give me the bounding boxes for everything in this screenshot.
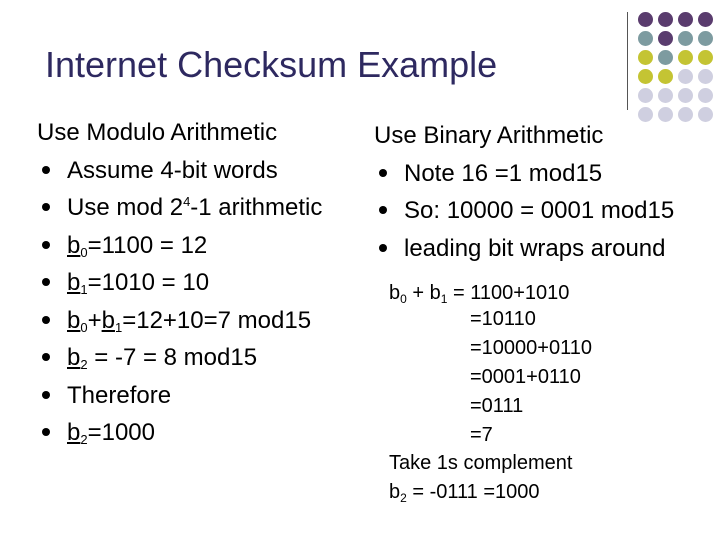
calc-line: =7 bbox=[470, 424, 493, 446]
right-item: Note 16 =1 mod15 bbox=[374, 155, 674, 193]
title-divider bbox=[627, 12, 628, 110]
calc-line: =0001+0110 bbox=[470, 366, 581, 388]
bullet-icon bbox=[42, 353, 50, 361]
decorative-dot bbox=[678, 12, 693, 27]
decorative-dot bbox=[678, 50, 693, 65]
bullet-icon bbox=[42, 203, 50, 211]
decorative-dot bbox=[658, 12, 673, 27]
decorative-dot bbox=[658, 31, 673, 46]
decorative-dot bbox=[698, 50, 713, 65]
calc-line: $b_2 = -0111 =1000$ bbox=[389, 481, 540, 505]
left-item: Assume 4-bit words bbox=[37, 152, 322, 190]
bullet-icon bbox=[42, 278, 50, 286]
decorative-dot bbox=[638, 12, 653, 27]
left-heading: Use Modulo Arithmetic bbox=[37, 119, 278, 146]
slide-title: Internet Checksum Example bbox=[45, 44, 498, 85]
decorative-dot bbox=[698, 69, 713, 84]
left-column bbox=[37, 114, 322, 452]
decorative-dot bbox=[698, 12, 713, 27]
decorative-dot bbox=[678, 69, 693, 84]
left-item: $b_2=1000$ bbox=[37, 414, 322, 452]
left-item: $b_0+b_1=12+10=7$ mod15 bbox=[37, 302, 322, 340]
right-item: leading bit wraps around bbox=[374, 230, 674, 268]
right-item: So: 10000 = 0001 mod15 bbox=[374, 192, 674, 230]
left-item: Therefore bbox=[37, 377, 322, 415]
decorative-dot bbox=[698, 88, 713, 103]
calc-line: =0111 bbox=[470, 395, 524, 417]
left-item: Use mod $2^4-1$ arithmetic bbox=[37, 189, 322, 227]
calc-line: =10110 bbox=[470, 308, 536, 330]
decorative-dot bbox=[658, 88, 673, 103]
bullet-icon bbox=[379, 244, 387, 252]
decorative-dot bbox=[678, 88, 693, 103]
left-item: $b_1=1010 = 10$ bbox=[37, 264, 322, 302]
decorative-dot bbox=[678, 31, 693, 46]
bullet-icon bbox=[42, 316, 50, 324]
left-item: $b_2 = -7 = 8$ mod15 bbox=[37, 339, 322, 377]
decorative-dot bbox=[638, 88, 653, 103]
calc-line: Take 1s complement bbox=[389, 452, 573, 474]
bullet-icon bbox=[42, 428, 50, 436]
right-column bbox=[374, 117, 674, 267]
right-heading: Use Binary Arithmetic bbox=[374, 122, 604, 149]
decorative-dot bbox=[658, 69, 673, 84]
bullet-icon bbox=[42, 241, 50, 249]
bullet-icon bbox=[42, 391, 50, 399]
decorative-dot bbox=[658, 50, 673, 65]
calc-line: =10000+0110 bbox=[470, 337, 592, 359]
bullet-icon bbox=[379, 169, 387, 177]
calc-line: $b_0 + b_1 = 1100+1010$ bbox=[389, 282, 570, 306]
decorative-dot bbox=[638, 69, 653, 84]
decorative-dot bbox=[698, 31, 713, 46]
left-item: $b_0=1100 = 12$ bbox=[37, 227, 322, 265]
decorative-dot bbox=[698, 107, 713, 122]
decorative-dot bbox=[678, 107, 693, 122]
decorative-dot bbox=[638, 31, 653, 46]
bullet-icon bbox=[42, 166, 50, 174]
decorative-dot bbox=[638, 50, 653, 65]
bullet-icon bbox=[379, 206, 387, 214]
